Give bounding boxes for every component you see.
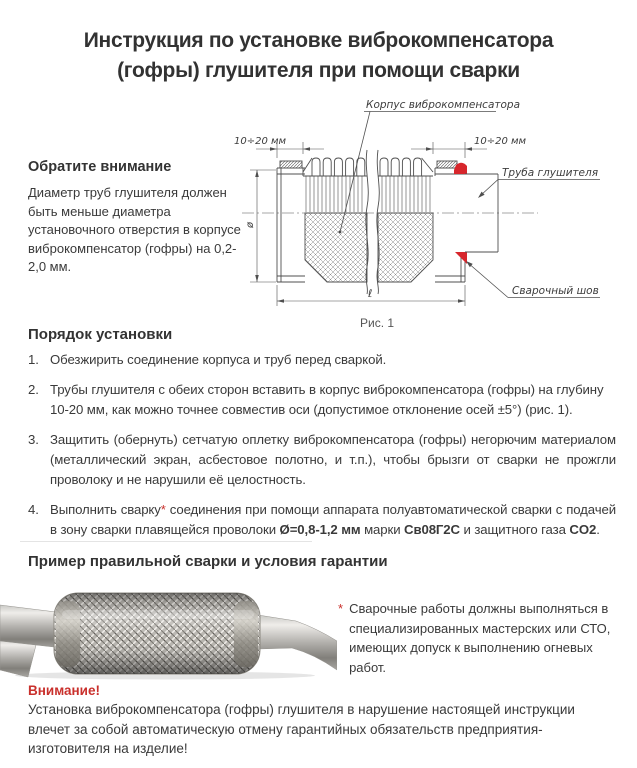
warning-body: Установка виброкомпенсатора (гофры) глушителя в нарушение настоящей инструкции влечет за собой автоматическую отмену гарантийных обязательств предприятия-изготовителя на изделие!: [28, 702, 575, 756]
step4-text: .: [596, 522, 600, 537]
install-steps: [28, 350, 616, 550]
dimension-left: [234, 136, 324, 158]
bellows-left: [303, 158, 367, 282]
step4-text: соединения при помощи аппарата полуавтоматической сварки с подачей в зону сварки плавящейся проволоки: [50, 502, 616, 537]
install-step-3: Защитить (обернуть) сетчатую оплетку виброкомпенсатора (гофры) негорючим материалом (металлический экран, асбестовое полотно, и т.п.), чтобы брызги от сварки не прожгли проволоку и не нарушили её целостность.: [50, 432, 616, 487]
warning-heading: Внимание!: [28, 683, 100, 698]
svg-text:Труба глушителя: Труба глушителя: [502, 167, 599, 179]
footnote-asterisk: *: [338, 601, 344, 616]
page-title-line2: (гофры) глушителя при помощи сварки: [117, 59, 520, 82]
dimension-length: [277, 285, 465, 306]
page-title-line1: Инструкция по установке виброкомпенсатора: [83, 29, 554, 52]
figure-1: [228, 92, 637, 337]
label-muffler-pipe: [478, 167, 600, 198]
section-divider: [20, 541, 312, 542]
step4-text: марки: [360, 522, 405, 537]
step4-asterisk: *: [160, 502, 166, 517]
install-step-1: Обезжирить соединение корпуса и труб перед сваркой.: [50, 352, 387, 367]
note-body: Диаметр труб глушителя должен быть меньше диаметра установочного отверстия в корпусе виброкомпенсатор (гофры) на 0,2-2,0 мм.: [28, 185, 241, 274]
bellows-right: [378, 158, 433, 282]
figure-caption: Рис. 1: [360, 316, 395, 330]
svg-text:ℓ: ℓ: [368, 288, 373, 300]
svg-text:Сварочный шов: Сварочный шов: [512, 285, 599, 297]
right-pipe: [258, 615, 337, 670]
svg-text:ø: ø: [245, 221, 256, 228]
step4-wire-diameter: Ø=0,8-1,2 мм: [279, 522, 361, 537]
svg-text:10÷20 мм: 10÷20 мм: [234, 136, 287, 147]
svg-text:Корпус виброкомпенсатора: Корпус виброкомпенсатора: [366, 99, 521, 111]
label-weld-seam: [466, 261, 600, 298]
step4-text: Выполнить сварку: [50, 502, 161, 517]
footnote-text: Сварочные работы должны выполняться в специализированных мастерских или СТО, имеющих допуск к выполнению огневых работ.: [349, 601, 611, 675]
braided-body-shading: [54, 593, 260, 674]
weld-footnote: [338, 599, 628, 677]
dimension-diameter: [245, 170, 276, 282]
step4-wire-grade: Св08Г2С: [404, 522, 460, 537]
note-heading: Обратите внимание: [28, 159, 172, 175]
example-heading: Пример правильной сварки и условия гарантии: [28, 553, 388, 570]
technical-drawing: [228, 92, 637, 322]
svg-text:10÷20 мм: 10÷20 мм: [474, 136, 527, 147]
page-title: [0, 26, 637, 86]
install-heading: Порядок установки: [28, 326, 173, 343]
break-lines: [366, 150, 379, 294]
install-step-4: [28, 500, 616, 540]
dimension-right: [411, 136, 527, 158]
step4-gas: CO2: [569, 522, 597, 537]
weld-example-photo: [0, 588, 337, 680]
step4-text: и защитного газа: [459, 522, 570, 537]
left-sleeve: [277, 161, 305, 282]
highlight-streak: [62, 610, 254, 619]
install-step-2: Трубы глушителя с обеих сторон вставить в корпус виброкомпенсатора (гофры) на глубину 10-20 мм, как можно точнее совместив оси (допустимое отклонение осей ±5°) (рис. 1).: [50, 382, 604, 417]
right-sleeve: [435, 161, 465, 282]
flex-coupling-photo: [0, 588, 337, 680]
